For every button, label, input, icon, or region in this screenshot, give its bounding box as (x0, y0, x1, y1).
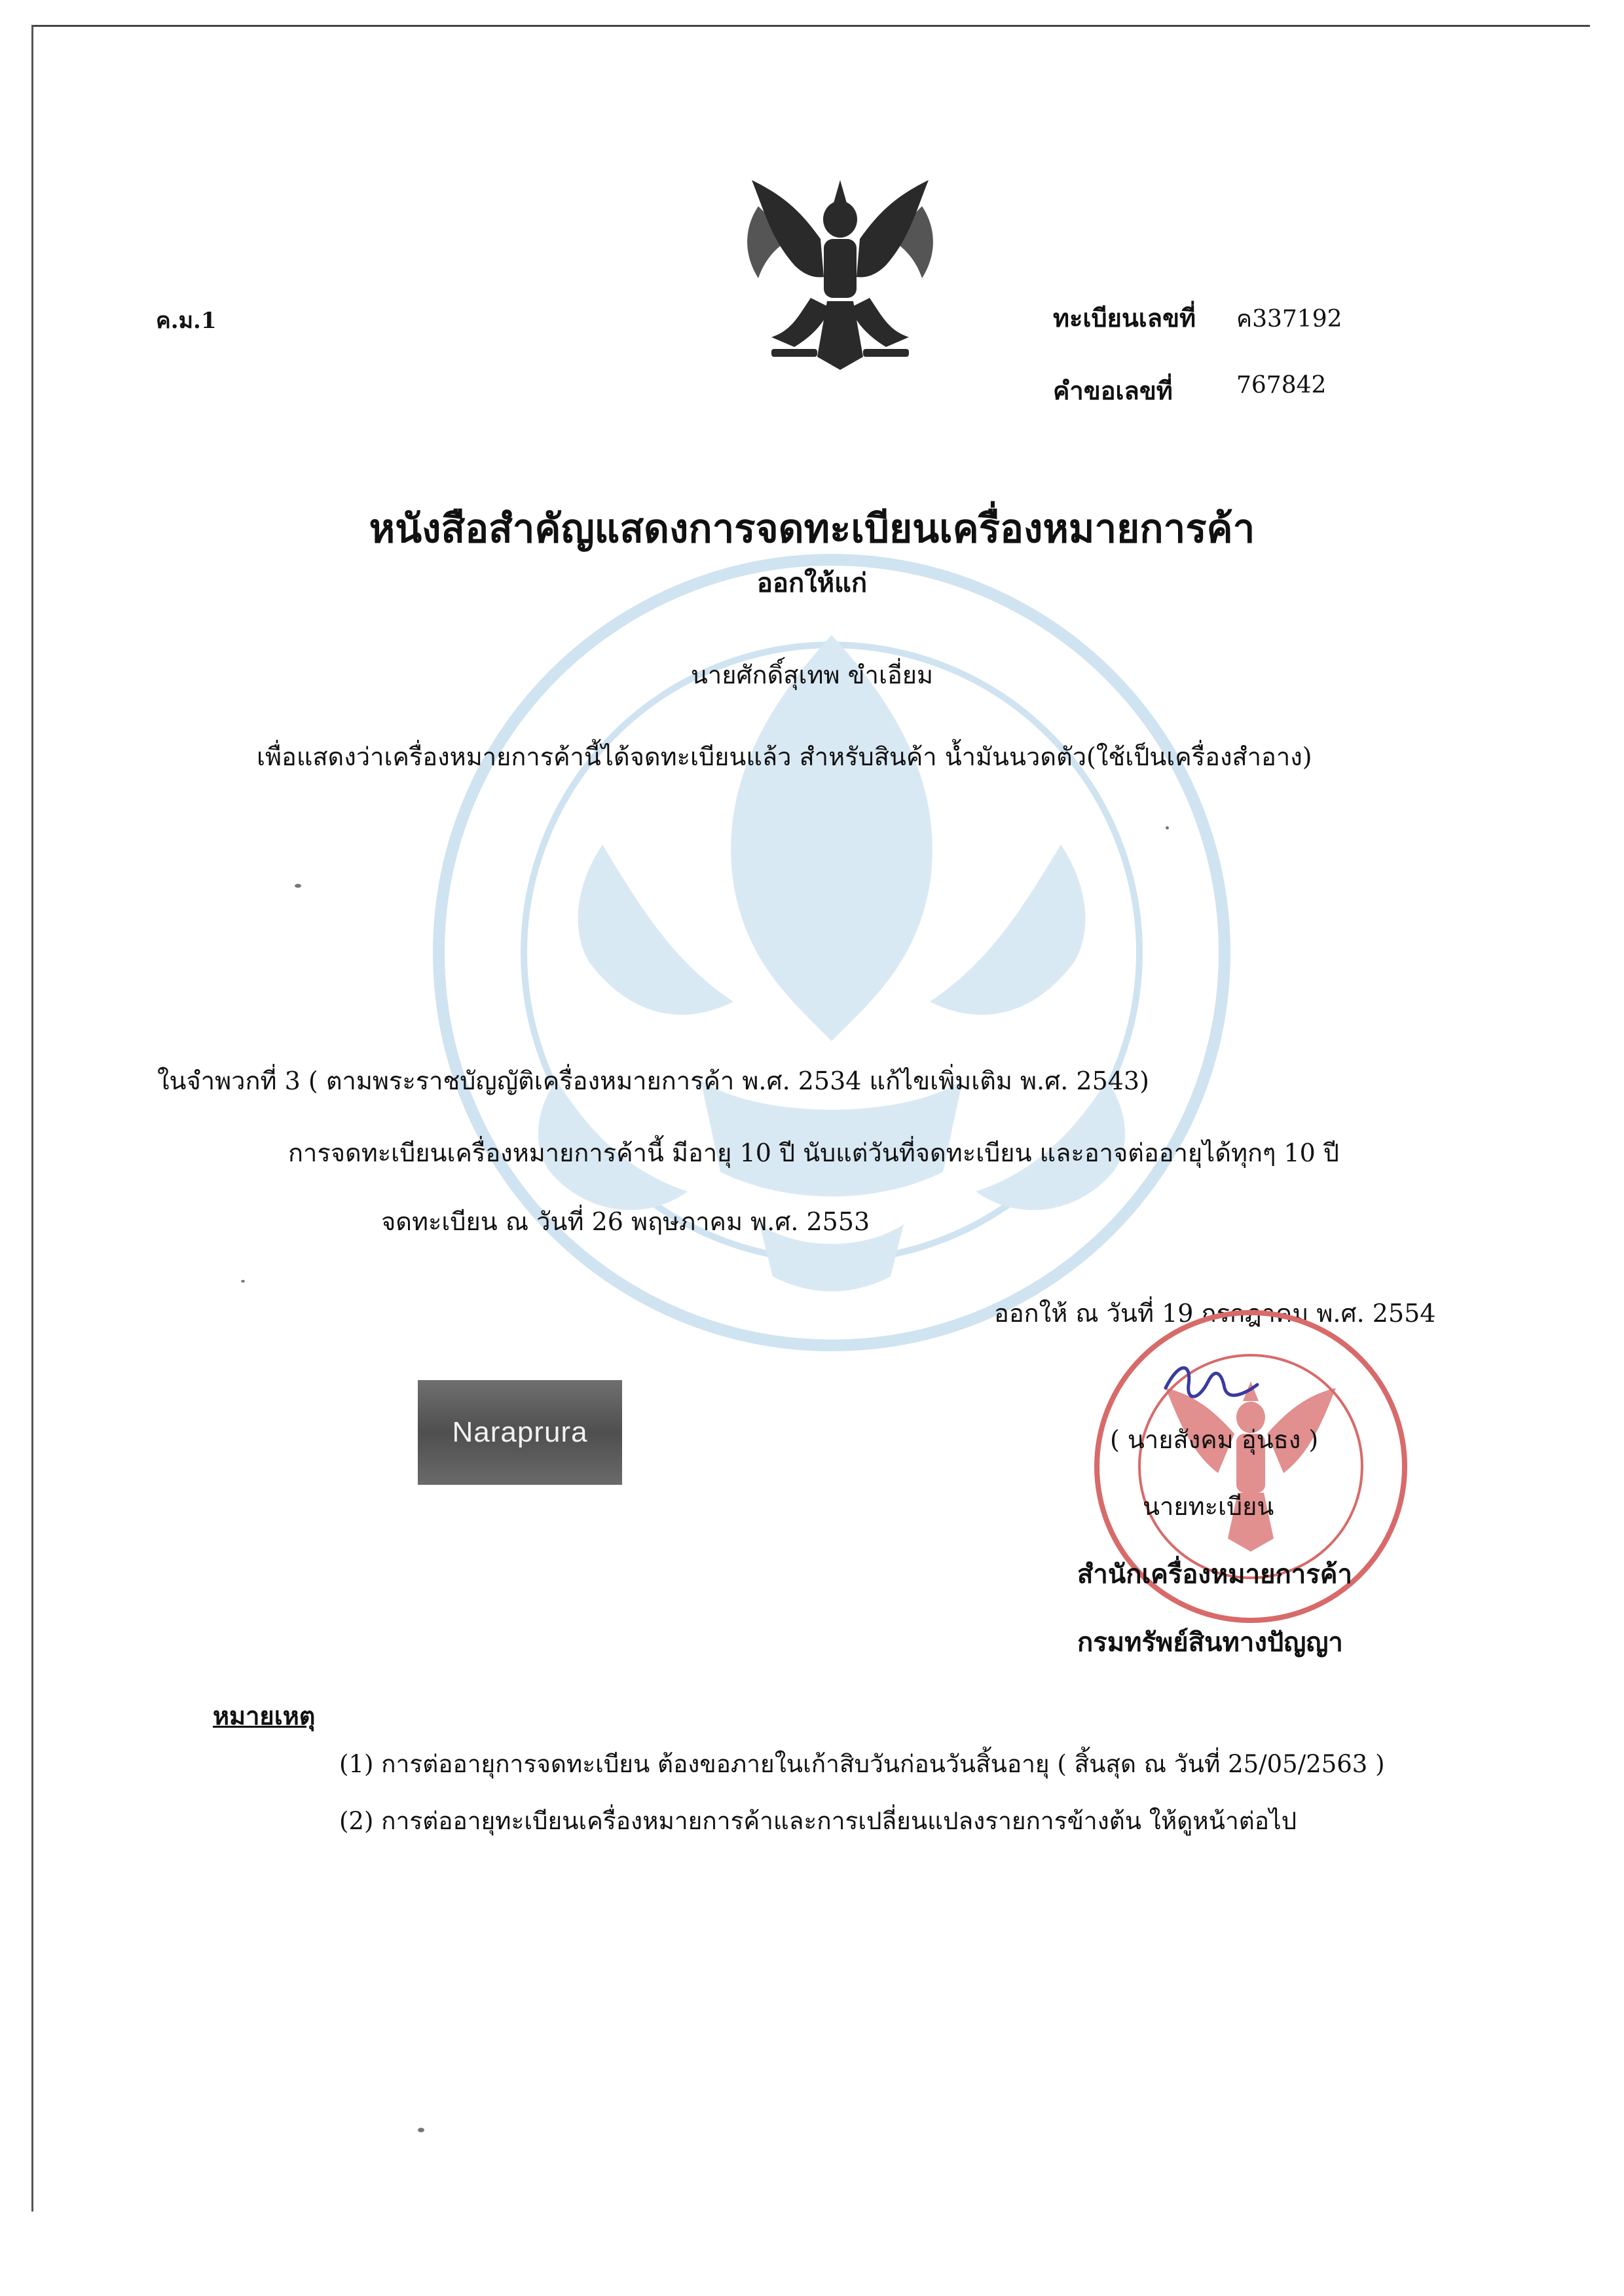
document-title: หนังสือสำคัญแสดงการจดทะเบียนเครื่องหมายการค้า (369, 506, 1255, 552)
trademark-text: Naraprura (452, 1416, 588, 1448)
signature-scribble-icon (1159, 1349, 1264, 1414)
note-item: (2) การต่ออายุทะเบียนเครื่องหมายการค้าและการเปลี่ยนแปลงรายการข้างต้น ให้ดูหน้าต่อไป (339, 1807, 1297, 1835)
registration-date-line: จดทะเบียน ณ วันที่ 26 พฤษภาคม พ.ศ. 2553 (381, 1207, 870, 1236)
scan-speck (418, 2128, 424, 2132)
registration-statement: เพื่อแสดงว่าเครื่องหมายการค้านี้ได้จดทะเบียนแล้ว สำหรับสินค้า น้ำมันนวดตัว(ใช้เป็นเครื่องสำอาง) (257, 742, 1312, 771)
scan-speck (295, 884, 301, 888)
form-code: ค.ม.1 (156, 308, 217, 334)
garuda-emblem-icon (732, 167, 948, 376)
note-item: (1) การต่ออายุการจดทะเบียน ต้องขอภายในเก้าสิบวันก่อนวันสิ้นอายุ ( สิ้นสุด ณ วันที่ 25/05/2563 ) (339, 1750, 1385, 1778)
issue-date-line: ออกให้ ณ วันที่ 19 กรกฎาคม พ.ศ. 2554 (994, 1299, 1436, 1328)
registration-number: ค337192 (1236, 306, 1342, 333)
department-name: กรมทรัพย์สินทางปัญญา (1077, 1627, 1343, 1658)
scan-speck (241, 1280, 245, 1283)
page-border-left (31, 25, 33, 2212)
goods-class-line: ในจำพวกที่ 3 ( ตามพระราชบัญญัติเครื่องหมายการค้า พ.ศ. 2534 แก้ไขเพิ่มเติม พ.ศ. 2543) (157, 1066, 1149, 1095)
registrar-name: ( นายสังคม อุ่นธง ) (1110, 1425, 1319, 1454)
page-border-top (31, 25, 1590, 27)
trademark-specimen (418, 1380, 622, 1485)
scan-speck (1166, 826, 1169, 829)
request-number: 767842 (1236, 372, 1327, 399)
request-number-label: คำขอเลขที่ (1053, 376, 1173, 405)
issued-to-label: ออกให้แก่ (756, 568, 868, 598)
owner-name: นายศักดิ์สุเทพ ขำเอี่ยม (690, 661, 934, 689)
registration-number-label: ทะเบียนเลขที่ (1053, 303, 1196, 333)
registration-term-line: การจดทะเบียนเครื่องหมายการค้านี้ มีอายุ 10 ปี นับแต่วันที่จดทะเบียน และอาจต่ออายุได้ทุกๆ 10 ปี (288, 1139, 1340, 1167)
office-name: สำนักเครื่องหมายการค้า (1077, 1559, 1352, 1590)
registrar-title: นายทะเบียน (1143, 1492, 1274, 1521)
notes-heading: หมายเหตุ (213, 1701, 316, 1730)
